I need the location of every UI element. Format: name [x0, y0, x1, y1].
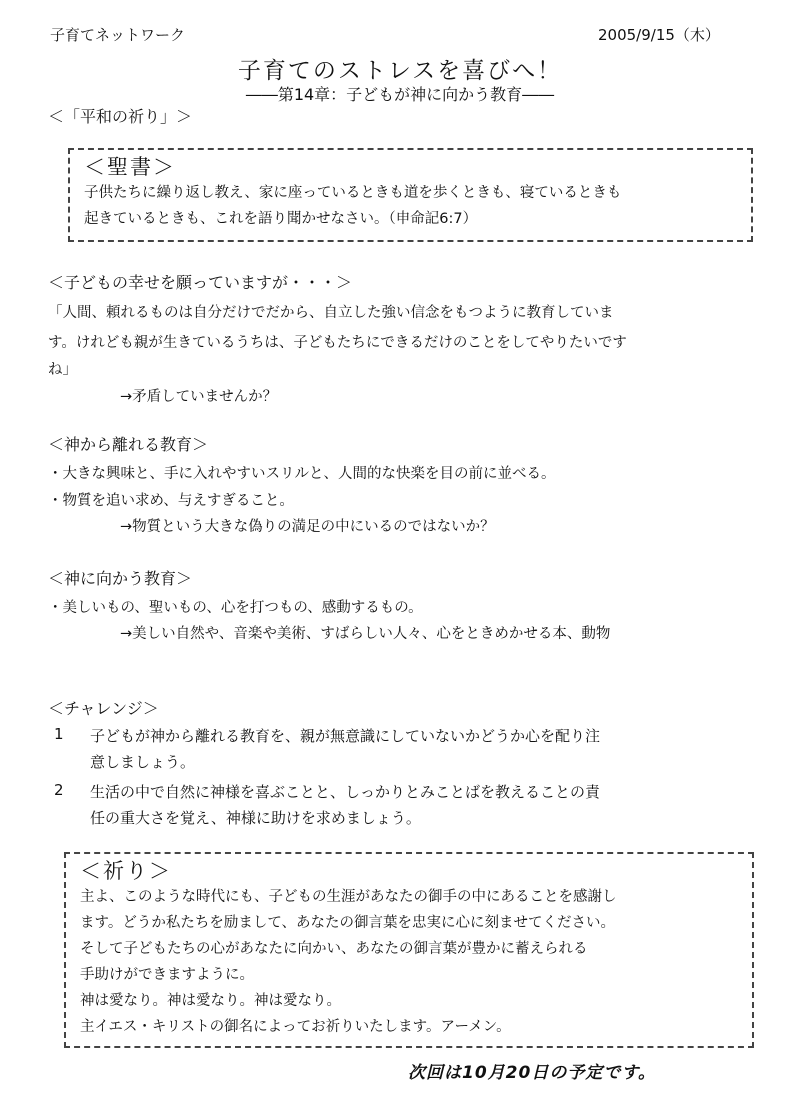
- prayer-title: ＜祈り＞: [80, 859, 172, 883]
- page-title: 子育てのストレスを喜びへ！: [237, 58, 563, 84]
- prayer-box: [64, 852, 754, 1048]
- scripture-line: 起きているときも、これを語り聞かせなさい。（申命記6:7）: [84, 211, 478, 227]
- challenge-number: 1: [54, 725, 64, 743]
- organization-name: 子育てネットワーク: [50, 26, 186, 44]
- section-heading-toward: ＜神に向かう教育＞: [48, 569, 193, 588]
- date: 2005/9/15（木）: [598, 26, 720, 44]
- bullet-item: ・物質を追い求め、与えすぎること。: [48, 493, 294, 509]
- challenge-number: 2: [54, 781, 64, 799]
- prayer-line: 主よ、このような時代にも、子どもの生涯があなたの御手の中にあることを感謝し: [80, 889, 617, 905]
- challenge-text: 意しましょう。: [90, 753, 196, 771]
- arrow-note: →美しい自然や、音楽や美術、すばらしい人々、心をときめかせる本、動物: [120, 626, 611, 642]
- paragraph-line: 「人間、頼れるものは自分だけでだから、自立した強い信念をもつように教育していま: [48, 305, 614, 321]
- arrow-note: →矛盾していませんか？: [120, 389, 278, 405]
- prayer-of-peace-label: ＜「平和の祈り」＞: [48, 107, 193, 126]
- challenge-text: 任の重大さを覚え、神様に助けを求めましょう。: [90, 809, 421, 827]
- section-heading-away: ＜神から離れる教育＞: [48, 435, 209, 454]
- prayer-line: ます。どうか私たちを励まして、あなたの御言葉を忠実に心に刻ませてください。: [80, 915, 616, 931]
- next-meeting-note: 次回は10月20日の予定です。: [408, 1063, 656, 1083]
- paragraph-line: す。けれども親が生きているうちは、子どもたちにできるだけのことをしてやりたいです: [48, 335, 627, 351]
- scripture-title: ＜聖書＞: [84, 155, 176, 179]
- paragraph-line: ね」: [48, 362, 77, 378]
- challenge-text: 生活の中で自然に神様を喜ぶことと、しっかりとみことばを教えることの責: [90, 783, 601, 801]
- scripture-box: [68, 148, 753, 242]
- section-heading-happiness: ＜子どもの幸せを願っていますが・・・＞: [48, 273, 353, 292]
- prayer-line: 主イエス・キリストの御名によってお祈りいたします。アーメン。: [80, 1019, 511, 1035]
- section-heading-challenge: ＜チャレンジ＞: [48, 699, 159, 718]
- challenge-text: 子どもが神から離れる教育を、親が無意識にしていないかどうか心を配り注: [90, 727, 601, 745]
- bullet-item: ・大きな興味と、手に入れやすいスリルと、人間的な快楽を目の前に並べる。: [48, 466, 556, 482]
- scripture-line: 子供たちに繰り返し教え、家に座っているときも道を歩くときも、寝ているときも: [84, 185, 622, 201]
- prayer-line: 手助けができますように。: [80, 967, 254, 983]
- bullet-item: ・美しいもの、聖いもの、心を打つもの、感動するもの。: [48, 600, 423, 616]
- prayer-line: そして子どもたちの心があなたに向かい、あなたの御言葉が豊かに蓄えられる: [80, 941, 588, 957]
- prayer-line: 神は愛なり。神は愛なり。神は愛なり。: [80, 993, 341, 1009]
- arrow-note: →物質という大きな偽りの満足の中にいるのではないか？: [120, 519, 495, 535]
- chapter-subtitle: ――第14章：子どもが神に向かう教育――: [245, 85, 555, 104]
